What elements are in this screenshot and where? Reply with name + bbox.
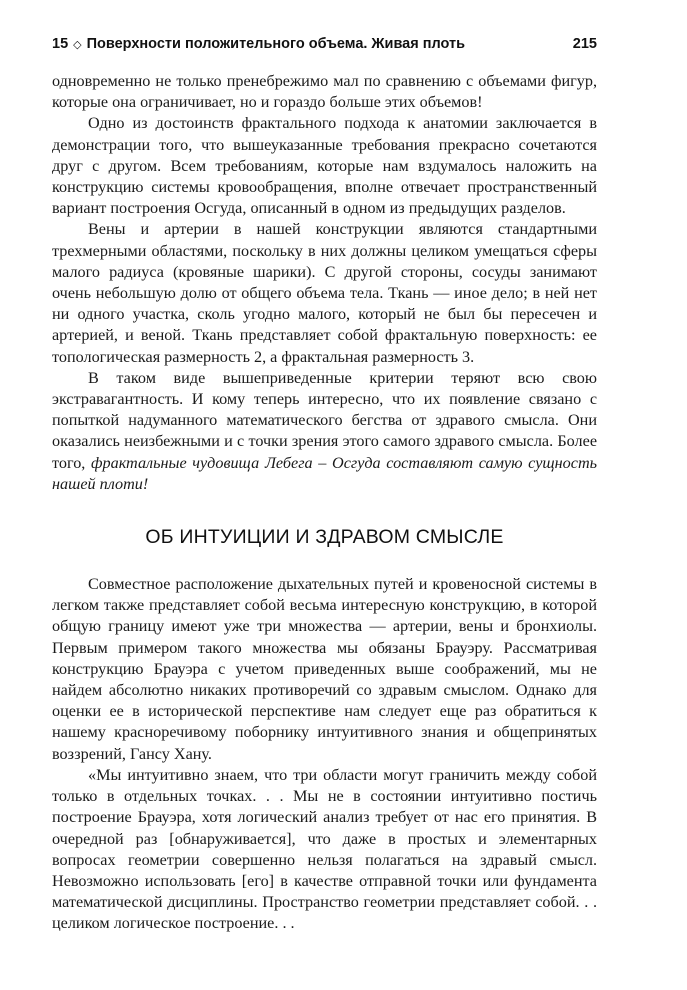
chapter-title: Поверхности положительного объема. Живая плоть (86, 36, 466, 52)
paragraph: Вены и артерии в нашей конструкции являются стандартными трехмерными областями, поскольку в них должны целиком умещаться сферы малого радиуса (кровяные шарики). С другой стороны, сосуды занимают очень небольшую долю от общего объема тела. Ткань — иное дело; в ней нет ни одного участка, сколь угодно малого, который не был бы пересечен и артерией, и веной. Ткань представляет собой фрактальную поверхность: ее топологическая размерность 2, а фрактальная размерность 3. (52, 220, 597, 366)
italic-emphasis: фрактальные чудовища Лебега – Осгуда составляют самую сущность нашей плоти! (52, 453, 597, 493)
body-text (52, 71, 597, 495)
page-number: 215 (572, 36, 597, 52)
paragraph-lead: В таком виде вышеприведенные критерии теряют всю свою экстравагантность. И кому теперь интересно, что их появление связано с попыткой надуманного математического бегства от здравого смысла. Они оказались неизбежными и с точки зрения этого самого здравого смысла. Более того, (52, 368, 597, 472)
paragraph-continued: одновременно не только пренебрежимо мал по сравнению с объемами фигур, которые она ограничивает, но и гораздо больше этих объемов! (52, 72, 597, 112)
section-body-text (52, 574, 597, 934)
diamond-separator-icon: ◇ (73, 38, 82, 51)
chapter-number: 15 (52, 36, 69, 52)
book-page (52, 34, 597, 935)
running-head (52, 34, 597, 55)
section-heading: ОБ ИНТУИЦИИ И ЗДРАВОМ СМЫСЛЕ (145, 526, 504, 549)
quote-paragraph: «Мы интуитивно знаем, что три области могут граничить между собой только в отдельных точках. . . Мы не в состоянии интуитивно постичь построение Брауэра, хотя логический анализ требует от нас его принятия. В очередной раз [обнаруживается], что даже в простых и элементарных вопросах геометрии совершенно нельзя полагаться на здравый смысл. Невозможно использовать [его] в качестве отправной точки или фундамента математической дисциплины. Пространство геометрии представляет собой. . . целиком логическое построение. . . (52, 765, 597, 933)
paragraph: Одно из достоинств фрактального подхода к анатомии заключается в демонстрации того, что вышеуказанные требования прекрасно сочетаются друг с другом. Всем требованиям, которые нам вздумалось наложить на конструкцию системы кровообращения, вполне отвечает пространственный вариант построения Осгуда, описанный в одном из предыдущих разделов. (52, 114, 597, 218)
paragraph-with-emphasis (52, 368, 597, 495)
paragraph: Совместное расположение дыхательных путей и кровеносной системы в легком также представляет собой весьма интересную конструкцию, в которой общую границу имеют уже три множества — артерии, вены и бронхиолы. Первым примером такого множества мы обязаны Брауэру. Рассматривая конструкцию Брауэра с учетом приведенных выше соображений, мы не найдем абсолютно никаких противоречий со здравым смыслом. Однако для оценки ее в исторической перспективе нам следует еще раз обратиться к нашему красноречивому поборнику интуитивного знания и общепринятых воззрений, Гансу Хану. (52, 575, 597, 763)
running-head-left (52, 34, 465, 55)
